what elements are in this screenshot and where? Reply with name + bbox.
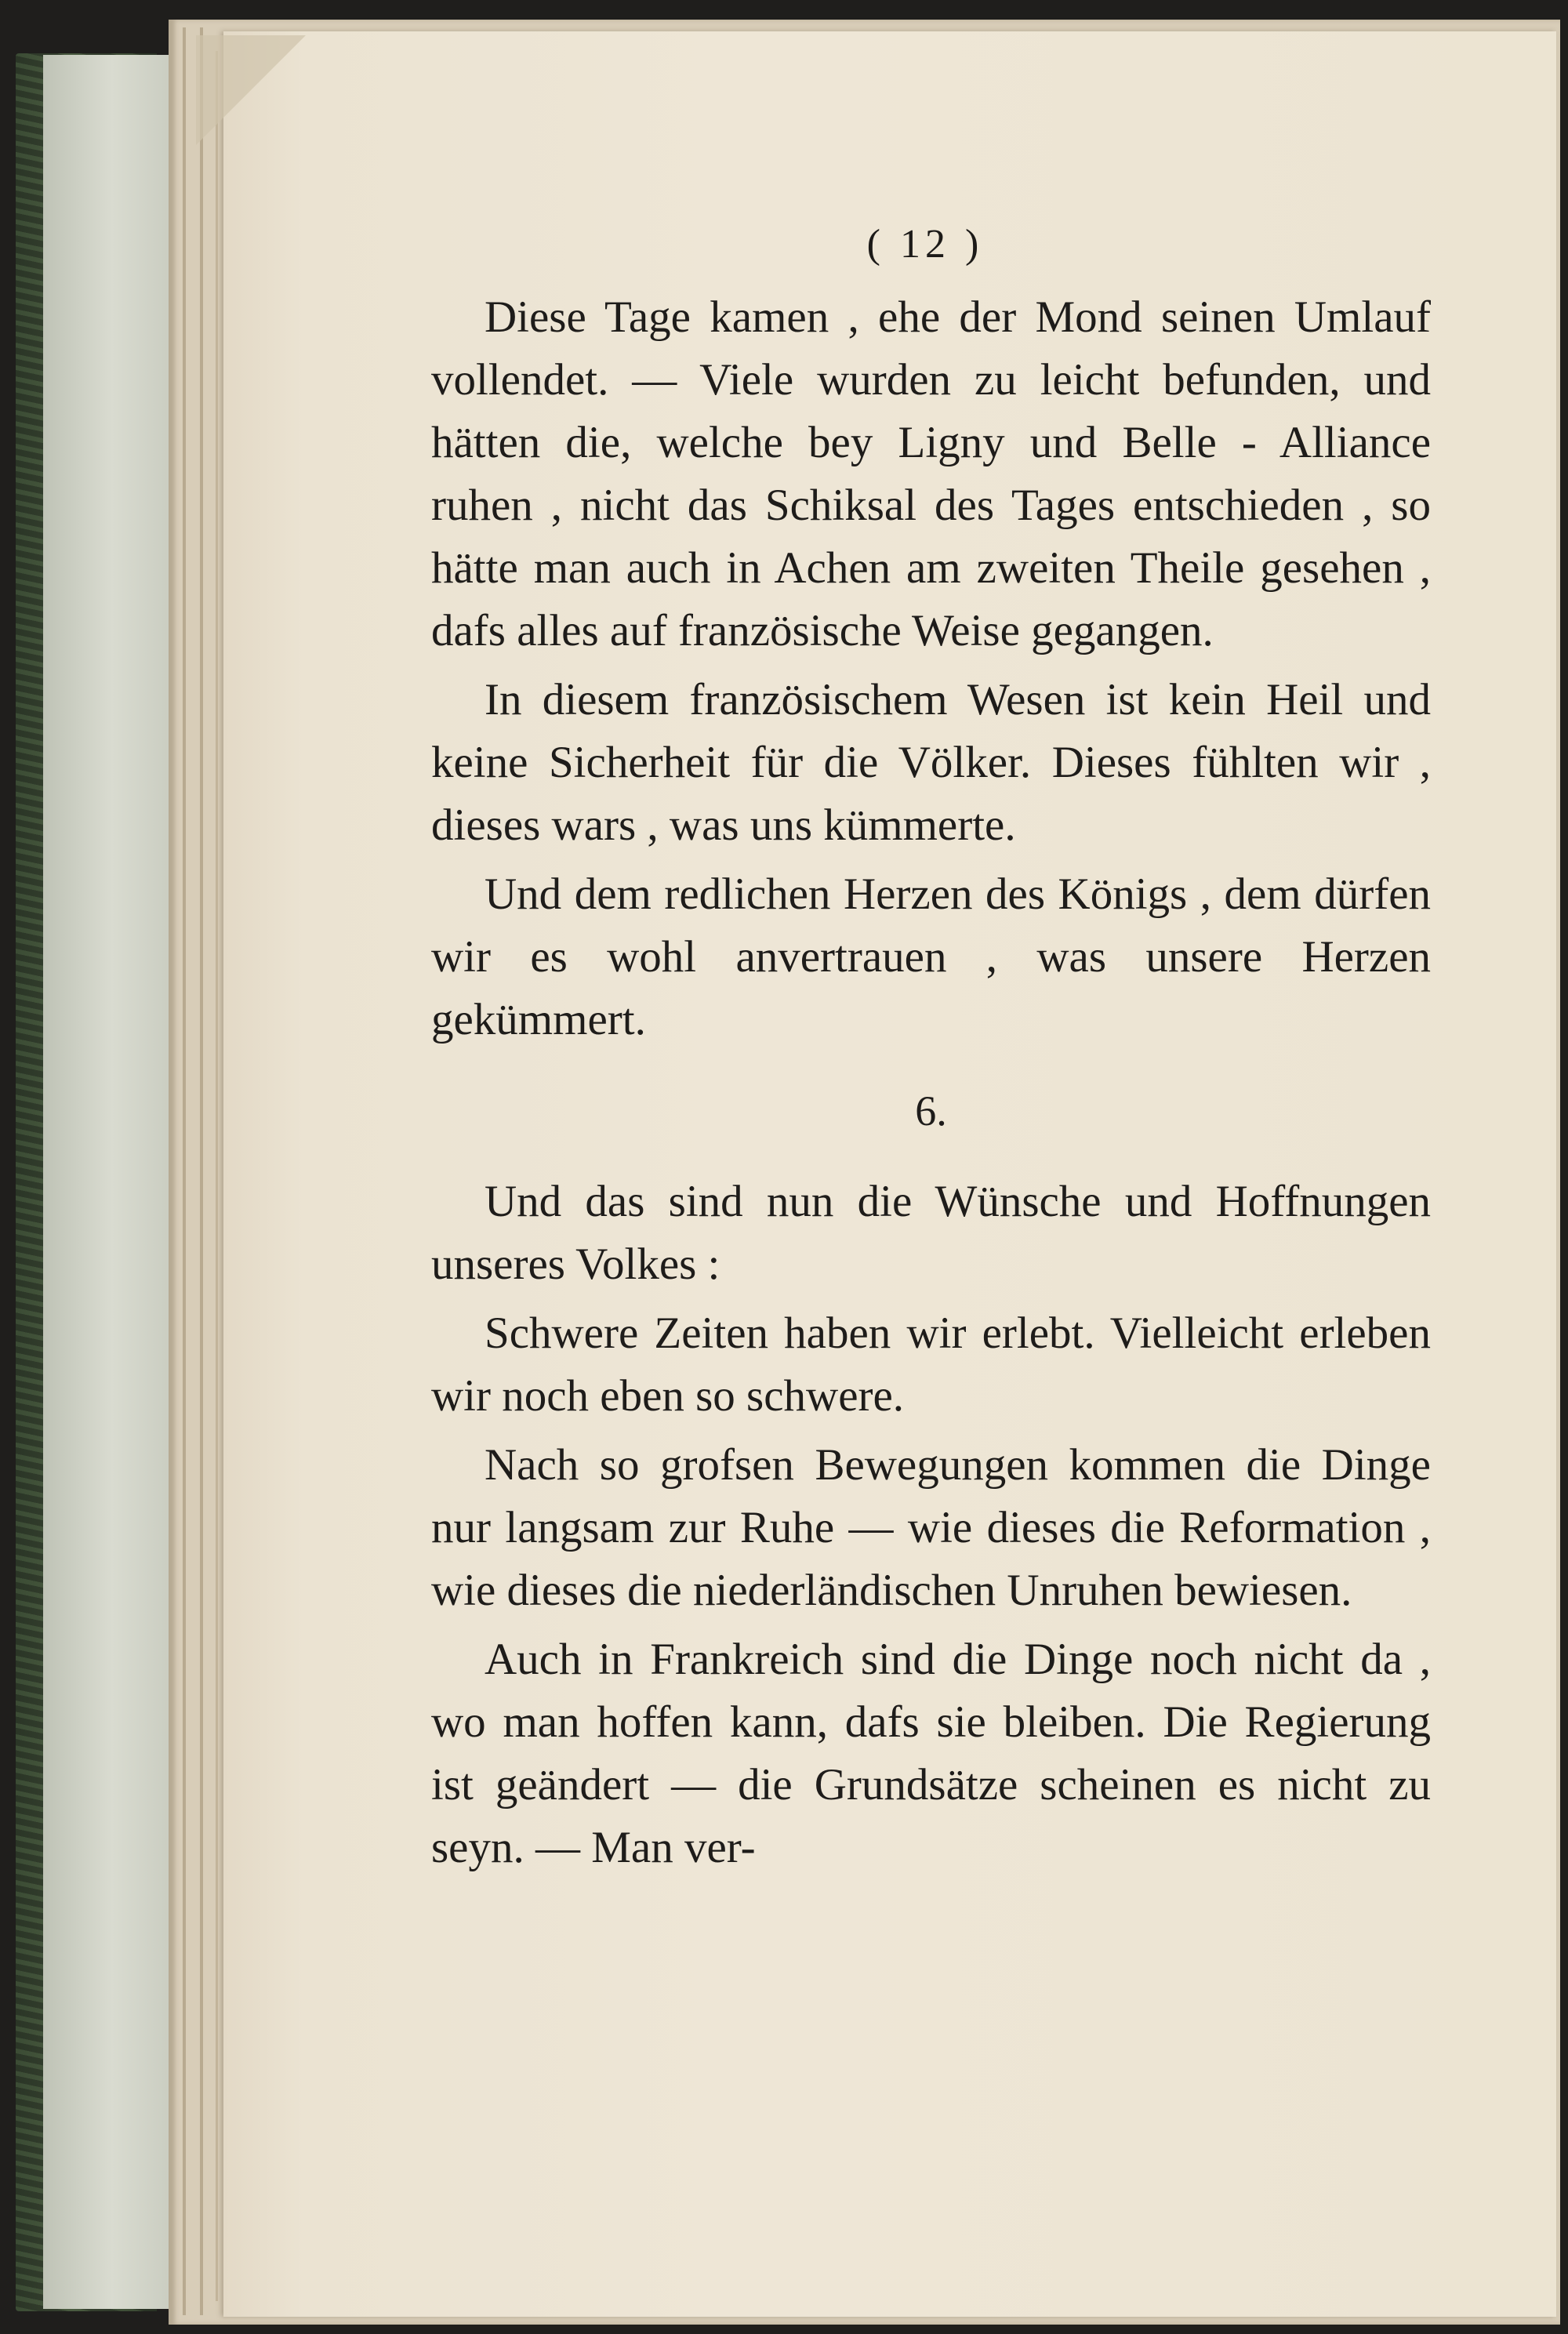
paragraph: Auch in Frankreich sind die Dinge noch nicht da , wo man hoffen kann, dafs sie bleiben. Die Regierung ist geändert — die Grundsätze scheinen es nicht zu seyn. — Man ver- — [431, 1635, 1431, 1872]
paragraph: Diese Tage kamen , ehe der Mond seinen Umlauf vollendet. — Viele wurden zu leicht befunden, und hätten die, welche bey Ligny und Belle - Alliance ruhen , nicht das Schiksal des Tages entschieden , so hätte man auch in Achen am zweiten Theile gesehen , dafs alles auf französische Weise gegangen. — [431, 292, 1431, 655]
paragraph: Nach so grofsen Bewegungen kommen die Dinge nur langsam zur Ruhe — wie dieses die Reformation , wie dieses die niederländischen Unruhen bewiesen. — [431, 1440, 1431, 1615]
paragraph: Und dem redlichen Herzen des Königs , dem dürfen wir es wohl anvertrauen , was unsere Herzen gekümmert. — [431, 869, 1431, 1044]
paragraph: Schwere Zeiten haben wir erlebt. Vielleicht erleben wir noch eben so schwere. — [431, 1309, 1431, 1421]
paragraph: In diesem französischem Wesen ist kein Heil und keine Sicherheit für die Völker. Dieses fühlten wir , dieses wars , was uns kümmerte. — [431, 675, 1431, 850]
page-edge-line — [216, 51, 218, 2301]
page-number: ( 12 ) — [866, 222, 984, 267]
section-heading: 6. — [915, 1087, 947, 1134]
page-text — [431, 286, 1431, 1886]
page-corner-fold — [196, 35, 306, 145]
cover-edge — [43, 55, 180, 2309]
paragraph: Und das sind nun die Wünsche und Hoffnungen unseres Volkes : — [431, 1177, 1431, 1289]
